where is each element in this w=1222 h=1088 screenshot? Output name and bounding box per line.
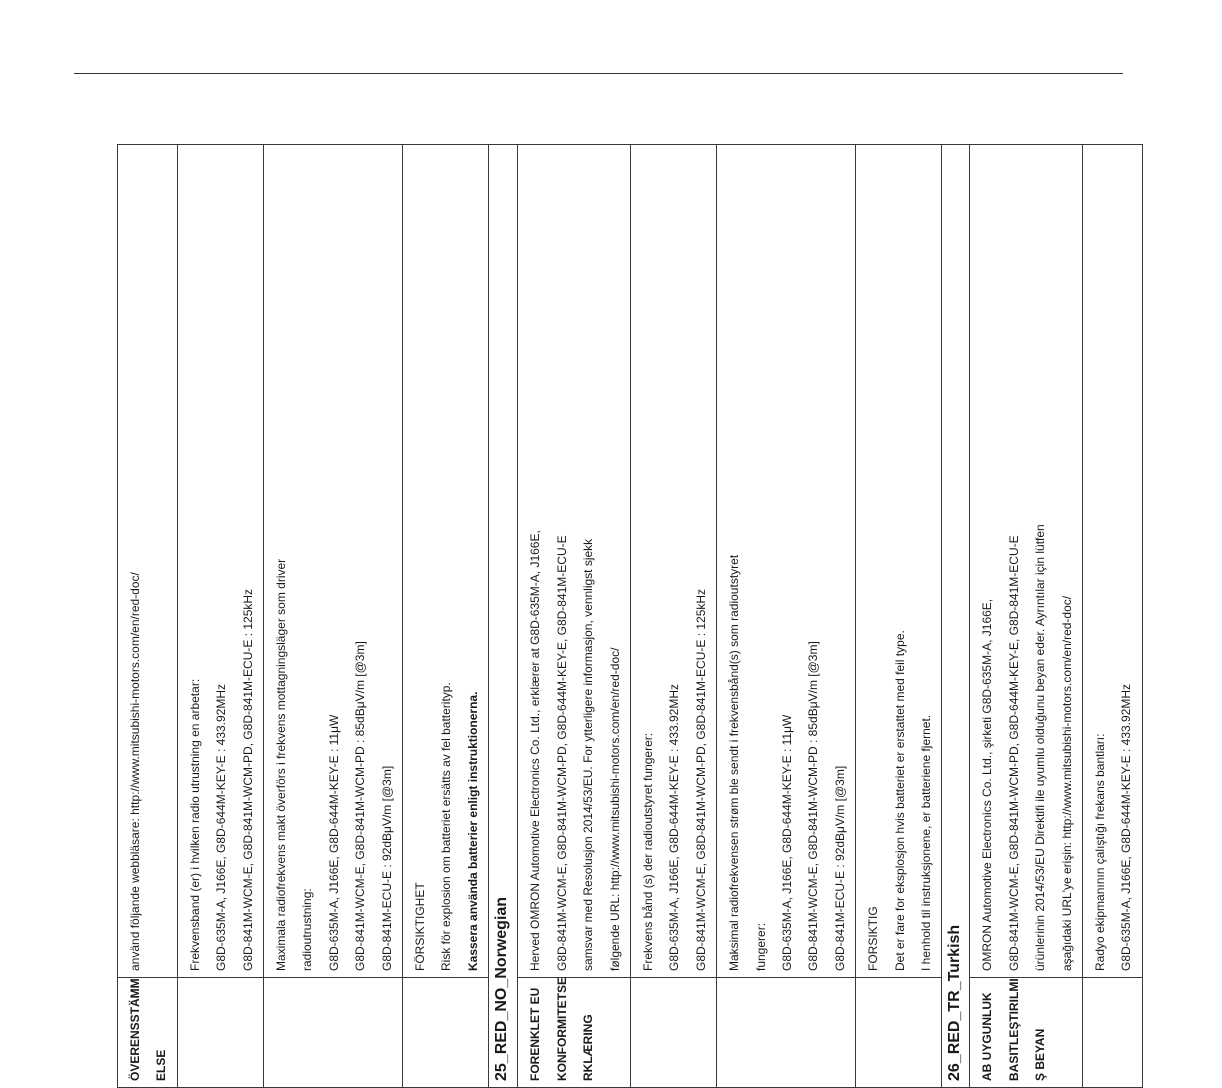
content-line: G8D-635M-A, J166E, G8D-644M-KEY-E : 433.92MHz: [214, 683, 229, 971]
row-content: [970, 145, 1083, 978]
content-line: Risk för explosion om batteriet ersätts av fel batterityp.: [439, 682, 454, 971]
content-line: FORSIKTIG: [866, 906, 881, 971]
row-label: [264, 978, 403, 1088]
rotated-table-container: [117, 145, 1134, 1088]
row-label: [856, 978, 942, 1088]
table-row: [970, 145, 1083, 1088]
row-label: [177, 978, 263, 1088]
row-label: [630, 978, 716, 1088]
row-content: [518, 145, 631, 978]
content-line: Maximala radiofrekvens makt överförs i frekvens mottagningsläger som driver: [274, 558, 289, 971]
content-line: Maksimal radiofrekvensen strøm ble sendt i frekvensbånd(s) som radioutstyret: [727, 554, 742, 971]
row-content: [1083, 145, 1143, 978]
content-line: Frekvensband (er) i hvilken radio utrustning en arbetar:: [187, 678, 202, 971]
row-label: [717, 978, 856, 1088]
content-line: aşağıdaki URL'ye erişin: http://www.mitsubishi-motors.com/en/red-doc/: [1059, 595, 1074, 971]
declaration-table: [117, 144, 1143, 1088]
content-line: G8D-841M-WCM-E, G8D-841M-WCM-PD, G8D-841M-ECU-E : 125kHz: [693, 588, 708, 971]
row-label-line: KONFORMITETSE: [554, 977, 569, 1081]
content-line: G8D-635M-A, J166E, G8D-644M-KEY-E : 11μW: [326, 714, 341, 971]
table-row: [856, 145, 942, 1088]
table-row: [518, 145, 631, 1088]
content-line: følgende URL: http://www.mitsubishi-motors.com/en/red-doc/: [607, 647, 622, 971]
section-header: 25_RED_NO_Norwegian: [489, 145, 518, 1088]
content-line: OMRON Automotive Electronics Co. Ltd., şirketi G8D-635M-A, J166E,: [980, 598, 995, 971]
section-header-row: [942, 145, 970, 1088]
row-label-line: BASITLEŞTIRILMI: [1006, 978, 1021, 1081]
content-line: I henhold til instruksjonene, er batteriene fjernet.: [918, 714, 933, 971]
table-row: [118, 145, 178, 1088]
row-content: [403, 145, 489, 978]
row-label-line: ÖVERENSSTÄMM: [128, 978, 142, 1081]
content-line: FÖRSIKTIGHET: [413, 882, 428, 971]
content-line: G8D-635M-A, J166E, G8D-644M-KEY-E : 11μW: [779, 714, 794, 971]
content-line: använd följande webbläsare: http://www.mitsubishi-motors.com/en/red-doc/: [128, 572, 142, 971]
section-header: 26_RED_TR_Turkish: [942, 145, 970, 1088]
content-line: Kassera använda batterier enligt instruktionerna.: [465, 691, 480, 971]
content-line: G8D-841M-ECU-E : 92dBμV/m [@3m]: [379, 765, 394, 971]
content-line: G8D-841M-WCM-E, G8D-841M-WCM-PD, G8D-644M-KEY-E, G8D-841M-ECU-E: [554, 535, 569, 971]
table-row: [403, 145, 489, 1088]
row-label: [970, 978, 1083, 1088]
content-line: fungerer:: [753, 922, 768, 971]
table-row: [264, 145, 403, 1088]
row-label-line: ELSE: [154, 1049, 169, 1081]
row-label: [403, 978, 489, 1088]
content-line: Herved OMRON Automotive Electronics Co. Ltd., erklærer at G8D-635M-A, J166E,: [528, 530, 543, 971]
row-label: [518, 978, 631, 1088]
content-line: G8D-841M-WCM-E, G8D-841M-WCM-PD, G8D-841M-ECU-E : 125kHz: [240, 588, 255, 971]
row-label: [118, 978, 178, 1088]
row-content: [630, 145, 716, 978]
content-line: ürünlerinin 2014/53/EU Direktifi ile uyumlu olduğunu beyan eder. Ayrıntılar için lütfen: [1033, 524, 1048, 971]
row-content: [856, 145, 942, 978]
content-line: G8D-841M-WCM-E, G8D-841M-WCM-PD : 85dBμV/m [@3m]: [806, 641, 821, 971]
content-line: radioutrustning:: [300, 888, 315, 971]
table-row: [1083, 145, 1143, 1088]
row-label-line: Ş BEYAN: [1033, 1028, 1048, 1081]
table-row: [630, 145, 716, 1088]
row-label: [1083, 978, 1143, 1088]
table-row: [717, 145, 856, 1088]
table-row: [177, 145, 263, 1088]
row-label-line: FORENKLET EU: [528, 987, 543, 1081]
row-content: [264, 145, 403, 978]
content-line: G8D-841M-WCM-E, G8D-841M-WCM-PD, G8D-644M-KEY-E, G8D-841M-ECU-E: [1006, 535, 1021, 971]
row-label-line: AB UYGUNLUK: [980, 992, 995, 1081]
content-line: G8D-841M-WCM-E, G8D-841M-WCM-PD : 85dBμV/m [@3m]: [353, 641, 368, 971]
content-line: Det er fare for eksplosjon hvis batteriet er erstattet med feil type.: [892, 630, 907, 971]
row-content: [177, 145, 263, 978]
content-line: G8D-635M-A, J166E, G8D-644M-KEY-E : 433.92MHz: [1119, 683, 1134, 971]
section-header-row: [489, 145, 518, 1088]
content-line: Radyo ekipmanının çalıştığı frekans bantları:: [1093, 733, 1107, 971]
content-line: G8D-635M-A, J166E, G8D-644M-KEY-E : 433.92MHz: [667, 683, 682, 971]
content-line: G8D-841M-ECU-E : 92dBμV/m [@3m]: [832, 765, 847, 971]
content-line: samsvar med Resolusjon 2014/53/EU. For ytterligere informasjon, vennligst sjekk: [581, 538, 596, 971]
content-line: Frekvens bånd (s) der radioutstyret fungerer:: [640, 732, 655, 971]
row-content: [118, 145, 178, 978]
row-label-line: RKLÆRING: [581, 1014, 596, 1081]
row-content: [717, 145, 856, 978]
top-rule: [74, 73, 1123, 74]
